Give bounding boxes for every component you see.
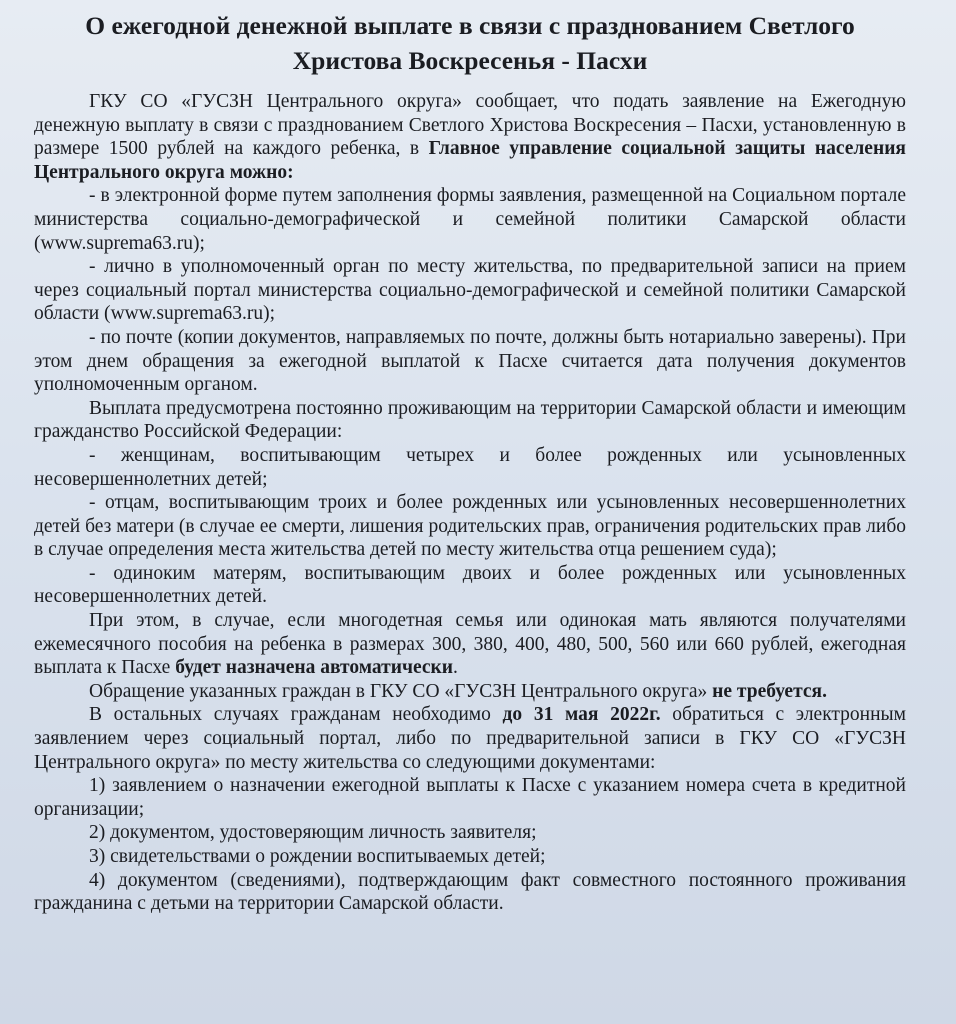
document-item: 4) документом (сведениями), подтверждающим факт совместного постоянного проживания гражданина с детьми на территории Самарской области. <box>34 869 906 915</box>
method-mail: - по почте (копии документов, направляемых по почте, должны быть нотариально заверены). При этом днем обращения за ежегодной выплатой к Пасхе считается дата получения документов уполномоченным органом. <box>34 326 906 396</box>
deadline-date: до 31 мая 2022г. <box>502 704 661 726</box>
method-electronic: - в электронной форме путем заполнения формы заявления, размещенной на Социальном портале министерства социально-демографической и семейной политики Самарской области (www.suprema63.ru); <box>34 185 906 254</box>
title-line-2: Христова Воскресенья - Пасхи <box>292 46 648 75</box>
automatic-paragraph: При этом, в случае, если многодетная семья или одинокая мать являются получателями ежемесячного пособия на ребенка в размерах 300, 380, 400, 480, 500, 560 или 660 рублей, ежегодная выплата к Пасхе будет назначена автоматически. <box>34 610 906 679</box>
portal-link[interactable]: www.suprema63.ru <box>40 232 194 254</box>
document-item: 1) заявлением о назначении ежегодной выплаты к Пасхе с указанием номера счета в кредитной организации; <box>34 775 906 820</box>
portal-link[interactable]: www.suprema63.ru <box>110 303 264 325</box>
no-request-paragraph: Обращение указанных граждан в ГКУ СО «ГУСЗН Центрального округа» не требуется. <box>89 680 827 702</box>
eligibility-intro: Выплата предусмотрена постоянно проживающим на территории Самарской области и имеющим гражданство Российской Федерации: <box>34 397 906 443</box>
eligibility-item: - женщинам, воспитывающим четырех и более рожденных или усыновленных несовершеннолетних детей; <box>34 444 906 490</box>
eligibility-item: - отцам, воспитывающим троих и более рожденных или усыновленных несовершеннолетних детей без матери (в случае ее смерти, лишения родительских прав, ограничения родительских прав либо в случае определения места жительства детей по месту жительства отца решением суда); <box>34 492 906 561</box>
page-title <box>34 8 906 78</box>
document-item: 2) документом, удостоверяющим личность заявителя; <box>89 822 537 844</box>
eligibility-item: - одиноким матерям, воспитывающим двоих и более рожденных или усыновленных несовершеннолетних детей. <box>34 562 906 608</box>
deadline-paragraph: В остальных случаях гражданам необходимо до 31 мая 2022г. обратиться с электронным заявлением через социальный портал, либо по предварительной записи в ГКУ СО «ГУСЗН Центрального округа» по месту жительства со следующими документами: <box>34 704 906 773</box>
title-line-1: О ежегодной денежной выплате в связи с празднованием Светлого <box>85 11 855 40</box>
document-item: 3) свидетельствами о рождении воспитываемых детей; <box>89 846 546 867</box>
agency-name: Главное управление социальной защиты населения Центрального округа <box>34 138 906 183</box>
method-personal: - лично в уполномоченный орган по месту жительства, по предварительной записи на прием через социальный портал министерства социально-демографической и семейной политики Самарской области (www.suprema63.ru); <box>34 256 906 325</box>
intro-paragraph: ГКУ СО «ГУСЗН Центрального округа» сообщает, что подать заявление на Ежегодную денежную выплату в связи с празднованием Светлого Христова Воскресения – Пасхи, установленную в размере 1500 рублей на каждого ребенка, в Главное управление социальной защиты населения Центрального округа можно: <box>34 91 906 183</box>
